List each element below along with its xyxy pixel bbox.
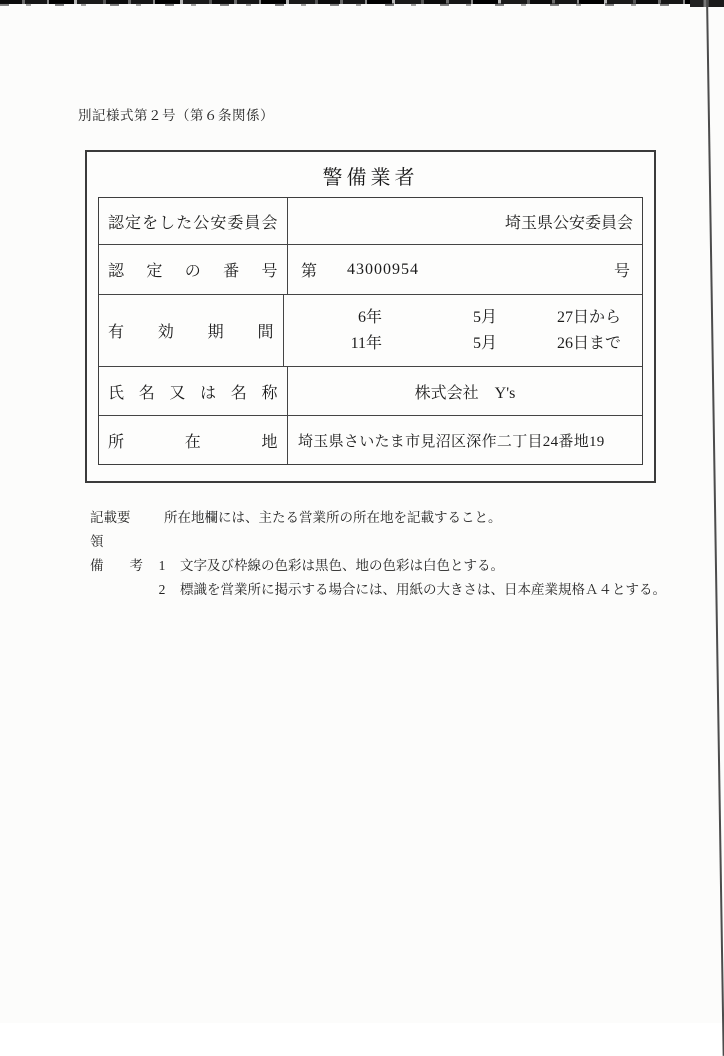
remark-1-number: 1 — [158, 558, 166, 573]
certificate-table — [98, 197, 643, 465]
guideline-text: 所在地欄には、主たる営業所の所在地を記載すること。 — [164, 510, 502, 525]
commission-label-cell — [99, 198, 288, 244]
number-value-cell — [288, 245, 642, 294]
table-row-commission — [99, 198, 642, 245]
company-name: 株式会社 Y's — [414, 384, 516, 402]
commission-label: 認定をした公安委員会 — [108, 214, 278, 232]
table-row-address — [99, 416, 642, 464]
period-to-line — [284, 331, 621, 357]
name-value-cell — [288, 367, 642, 415]
remarks-label: 備考 — [90, 558, 143, 573]
notes-section — [90, 506, 670, 602]
number-label: 認定の番号 — [108, 263, 278, 280]
scan-artifact-right-edge-line — [706, 0, 724, 1056]
period-from-month: 5月 — [472, 308, 497, 326]
period-label: 有効期間 — [108, 324, 274, 341]
name-label-cell — [99, 367, 288, 415]
certification-number: 43000954 — [347, 260, 420, 278]
certificate-frame — [85, 150, 656, 483]
guideline-label: 記載要領 — [90, 510, 131, 549]
remark-2-text: 標識を営業所に掲示する場合には、用紙の大きさは、日本産業規格Ａ４とする。 — [180, 582, 666, 597]
commission-value: 埼玉県公安委員会 — [504, 214, 633, 232]
commission-value-cell — [288, 198, 642, 244]
remarks-label-spacer — [90, 578, 143, 602]
guideline-line — [90, 506, 670, 554]
period-to-month: 5月 — [472, 334, 497, 352]
table-row-certification-number — [99, 245, 642, 295]
remark-1-text: 文字及び枠線の色彩は黒色、地の色彩は白色とする。 — [180, 558, 504, 573]
period-from-line — [284, 305, 621, 331]
remarks-line-1 — [90, 554, 670, 578]
form-code-label: 別記様式第２号（第６条関係） — [78, 108, 274, 123]
address-label: 所在地 — [108, 433, 278, 451]
period-to-day: 26日まで — [556, 334, 621, 352]
period-to-year: 11年 — [350, 334, 382, 352]
period-value-cell — [284, 295, 642, 366]
number-label-cell — [99, 245, 288, 294]
number-prefix: 第 — [301, 263, 318, 280]
remark-2-number: 2 — [158, 582, 166, 597]
period-from-day: 27日から — [556, 308, 621, 326]
address-label-cell — [99, 416, 288, 464]
remarks-line-2 — [90, 578, 670, 602]
number-suffix: 号 — [613, 263, 630, 280]
certificate-title: 警備業者 — [322, 167, 419, 189]
period-from-year: 6年 — [357, 308, 382, 326]
name-label: 氏名又は名称 — [108, 384, 278, 402]
address-value-cell — [288, 416, 642, 464]
scan-artifact-top-edge-2 — [0, 3, 680, 6]
table-row-valid-period — [99, 295, 642, 367]
company-address: 埼玉県さいたま市見沼区深作二丁目24番地19 — [298, 433, 605, 450]
period-label-cell — [99, 295, 284, 366]
table-row-name — [99, 367, 642, 416]
